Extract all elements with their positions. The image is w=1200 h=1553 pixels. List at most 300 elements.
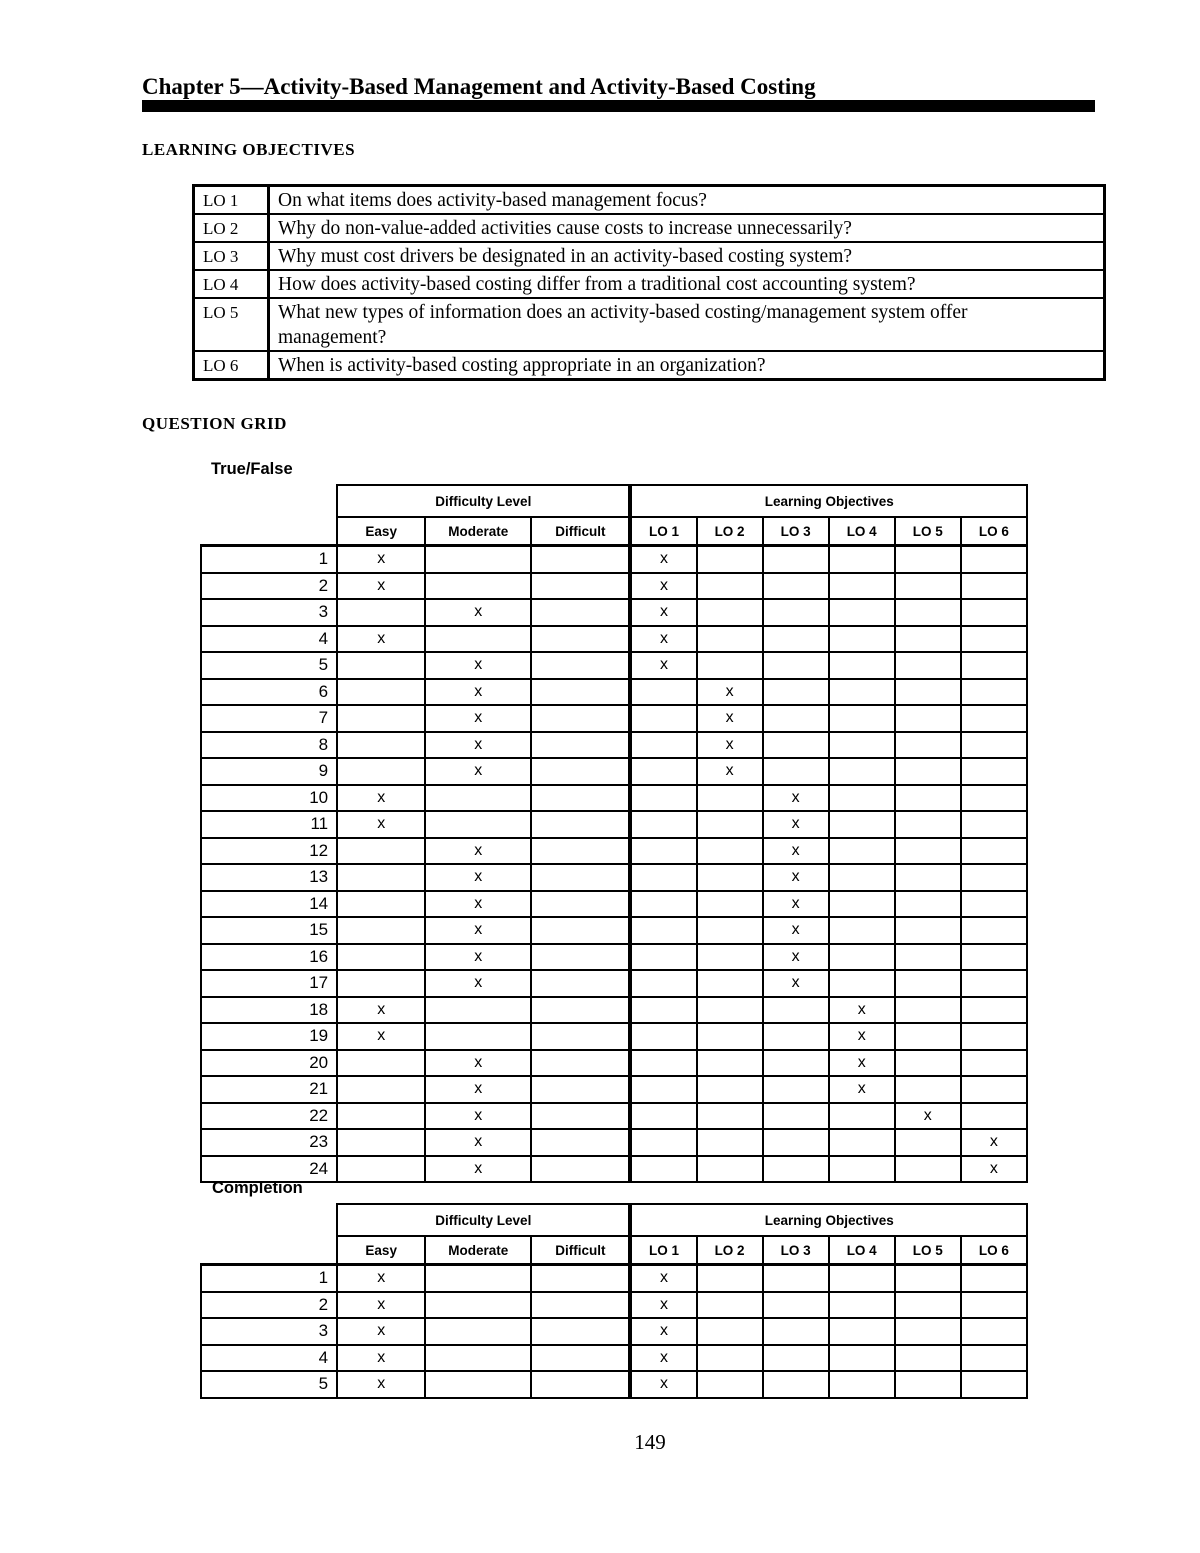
lo-row [194,214,1105,242]
grid-cell [895,891,961,918]
grid-cell [630,838,696,865]
grid-cell [337,1129,425,1156]
page-number: 149 [634,1430,666,1454]
grid-cell [961,1292,1027,1319]
question-number: 23 [201,1129,337,1156]
grid-cell [961,1345,1027,1372]
grid-cell [425,1265,531,1292]
grid-cell [531,1103,630,1130]
grid-cell [961,891,1027,918]
table-row [201,1318,1027,1345]
check-mark: x [425,652,531,679]
grid-cell [895,1076,961,1103]
grid-cell [895,944,961,971]
check-mark: x [425,1076,531,1103]
grid-cell [531,811,630,838]
grid-cell [531,864,630,891]
grid-cell [763,1156,829,1183]
check-mark: x [763,811,829,838]
grid-cell [895,1265,961,1292]
grid-cell [829,1345,895,1372]
check-mark: x [630,573,696,600]
grid-cell [829,546,895,573]
grid-cell [630,732,696,759]
grid-cell [697,864,763,891]
column-header: LO 1 [630,1236,696,1265]
grid-cell [895,838,961,865]
check-mark: x [337,1345,425,1372]
grid-cell [531,1156,630,1183]
column-header-row [201,517,1027,546]
question-number: 12 [201,838,337,865]
table-row [201,944,1027,971]
grid-cell [531,679,630,706]
table-row [201,599,1027,626]
grid-cell [425,1345,531,1372]
grid-cell [961,546,1027,573]
question-number: 6 [201,679,337,706]
grid-cell [961,838,1027,865]
grid-cell [829,1371,895,1398]
question-number: 19 [201,1023,337,1050]
column-header: LO 5 [895,517,961,546]
grid-cell [763,1050,829,1077]
check-mark: x [763,917,829,944]
grid-cell [895,705,961,732]
grid-cell [829,705,895,732]
lo-text: Why must cost drivers be designated in an activity-based costing system? [269,242,1105,270]
grid-cell [895,1050,961,1077]
difficulty-level-header: Difficulty Level [337,1204,630,1236]
grid-cell [425,997,531,1024]
grid-cell [829,573,895,600]
check-mark: x [337,785,425,812]
grid-cell [697,1318,763,1345]
column-header: LO 4 [829,517,895,546]
grid-cell [763,1023,829,1050]
check-mark: x [337,1292,425,1319]
question-number: 17 [201,970,337,997]
grid-cell [697,785,763,812]
lo-row [194,270,1105,298]
check-mark: x [763,970,829,997]
grid-cell [337,1156,425,1183]
grid-cell [829,838,895,865]
grid-cell [763,652,829,679]
column-header: LO 5 [895,1236,961,1265]
grid-cell [961,1023,1027,1050]
check-mark: x [337,546,425,573]
grid-cell [895,811,961,838]
true-false-grid [200,484,1028,1183]
grid-cell [961,917,1027,944]
grid-cell [829,652,895,679]
check-mark: x [763,891,829,918]
grid-cell [961,758,1027,785]
table-row [201,1023,1027,1050]
grid-cell [531,546,630,573]
grid-cell [829,864,895,891]
learning-objectives-header: Learning Objectives [630,485,1027,517]
grid-cell [337,1076,425,1103]
grid-cell [961,679,1027,706]
column-header: LO 3 [763,1236,829,1265]
lo-row [194,298,1105,351]
grid-cell [895,864,961,891]
question-number: 2 [201,573,337,600]
grid-cell [425,785,531,812]
grid-cell [829,811,895,838]
grid-cell [829,1103,895,1130]
grid-cell [697,1292,763,1319]
grid-cell [697,573,763,600]
table-row [201,785,1027,812]
question-number: 1 [201,546,337,573]
grid-cell [829,599,895,626]
question-number: 3 [201,1318,337,1345]
grid-cell [337,1103,425,1130]
grid-cell [961,705,1027,732]
grid-cell [630,1156,696,1183]
grid-cell [961,1076,1027,1103]
table-row [201,652,1027,679]
grid-cell [630,1076,696,1103]
check-mark: x [337,573,425,600]
grid-cell [961,732,1027,759]
check-mark: x [763,944,829,971]
grid-cell [895,1129,961,1156]
lo-text: What new types of information does an activity-based costing/management system offer management? [269,298,1105,351]
grid-cell [697,599,763,626]
grid-cell [697,917,763,944]
check-mark: x [630,1265,696,1292]
table-row [201,758,1027,785]
lo-row [194,242,1105,270]
grid-cell [829,679,895,706]
blank-header-cell [201,1204,337,1236]
table-row [201,1371,1027,1398]
column-header: LO 2 [697,517,763,546]
grid-cell [531,1023,630,1050]
check-mark: x [630,1292,696,1319]
grid-cell [337,652,425,679]
lo-row [194,351,1105,380]
check-mark: x [697,732,763,759]
column-header: Difficult [531,1236,630,1265]
grid-cell [961,997,1027,1024]
check-mark: x [425,1156,531,1183]
table-row [201,1050,1027,1077]
check-mark: x [337,997,425,1024]
grid-cell [697,1265,763,1292]
column-header: LO 3 [763,517,829,546]
grid-cell [531,1076,630,1103]
check-mark: x [337,1023,425,1050]
grid-cell [630,1129,696,1156]
grid-cell [337,864,425,891]
grid-cell [763,1129,829,1156]
grid-cell [829,970,895,997]
question-number: 2 [201,1292,337,1319]
grid-cell [829,785,895,812]
grid-cell [337,732,425,759]
grid-cell [895,1318,961,1345]
question-number: 20 [201,1050,337,1077]
grid-cell [531,944,630,971]
grid-cell [630,785,696,812]
blank-header-cell [201,485,337,517]
grid-cell [630,679,696,706]
grid-cell [829,1156,895,1183]
grid-cell [697,1076,763,1103]
grid-cell [531,997,630,1024]
table-row [201,1076,1027,1103]
table-row [201,1103,1027,1130]
grid-cell [425,1318,531,1345]
group-header-row [201,1204,1027,1236]
lo-text: Why do non-value-added activities cause costs to increase unnecessarily? [269,214,1105,242]
grid-cell [763,758,829,785]
lo-code: LO 5 [194,298,269,351]
check-mark: x [829,1076,895,1103]
completion-grid [200,1203,1028,1399]
grid-cell [630,917,696,944]
grid-cell [829,917,895,944]
check-mark: x [425,1129,531,1156]
grid-cell [763,546,829,573]
learning-objectives-header: Learning Objectives [630,1204,1027,1236]
question-number: 21 [201,1076,337,1103]
question-number: 15 [201,917,337,944]
grid-cell [337,599,425,626]
grid-cell [337,1050,425,1077]
grid-cell [829,732,895,759]
grid-cell [531,1292,630,1319]
grid-cell [697,997,763,1024]
column-header-row [201,1236,1027,1265]
grid-cell [531,1265,630,1292]
grid-cell [763,679,829,706]
grid-cell [961,1103,1027,1130]
grid-cell [337,917,425,944]
grid-cell [961,811,1027,838]
grid-cell [531,970,630,997]
grid-cell [961,944,1027,971]
title-rule [142,100,1095,112]
grid-cell [697,811,763,838]
grid-cell [961,652,1027,679]
grid-cell [337,944,425,971]
grid-cell [425,626,531,653]
difficulty-level-header: Difficulty Level [337,485,630,517]
column-header: Easy [337,1236,425,1265]
grid-cell [531,1318,630,1345]
table-row [201,864,1027,891]
check-mark: x [425,917,531,944]
grid-cell [763,626,829,653]
grid-cell [961,599,1027,626]
grid-cell [697,1345,763,1372]
completion-label: Completion [212,1179,303,1197]
check-mark: x [425,864,531,891]
question-number: 3 [201,599,337,626]
table-row [201,917,1027,944]
grid-cell [697,626,763,653]
question-number: 10 [201,785,337,812]
question-number: 8 [201,732,337,759]
grid-cell [630,970,696,997]
grid-cell [829,758,895,785]
check-mark: x [425,1050,531,1077]
lo-code: LO 1 [194,186,269,215]
check-mark: x [763,838,829,865]
table-row [201,1129,1027,1156]
grid-cell [531,626,630,653]
grid-cell [425,811,531,838]
question-number: 5 [201,652,337,679]
column-header: Difficult [531,517,630,546]
check-mark: x [829,1050,895,1077]
table-row [201,1292,1027,1319]
grid-cell [425,1023,531,1050]
grid-cell [697,1156,763,1183]
column-header: Easy [337,517,425,546]
table-row [201,1156,1027,1183]
grid-cell [531,1371,630,1398]
check-mark: x [425,705,531,732]
group-header-row [201,485,1027,517]
grid-cell [895,573,961,600]
grid-cell [531,785,630,812]
grid-cell [531,705,630,732]
check-mark: x [425,944,531,971]
grid-cell [895,758,961,785]
grid-cell [763,573,829,600]
column-header: LO 4 [829,1236,895,1265]
grid-cell [425,1371,531,1398]
grid-cell [630,997,696,1024]
check-mark: x [961,1129,1027,1156]
check-mark: x [630,626,696,653]
grid-cell [697,546,763,573]
grid-cell [895,546,961,573]
table-row [201,838,1027,865]
grid-cell [961,1371,1027,1398]
grid-cell [337,970,425,997]
grid-cell [829,1318,895,1345]
grid-cell [337,891,425,918]
grid-cell [829,891,895,918]
grid-cell [895,732,961,759]
table-row [201,997,1027,1024]
grid-cell [337,705,425,732]
check-mark: x [829,997,895,1024]
table-row [201,891,1027,918]
grid-cell [961,1318,1027,1345]
lo-text: When is activity-based costing appropriate in an organization? [269,351,1105,380]
grid-cell [531,732,630,759]
grid-cell [895,1023,961,1050]
question-number: 14 [201,891,337,918]
lo-text: How does activity-based costing differ from a traditional cost accounting system? [269,270,1105,298]
grid-cell [961,626,1027,653]
grid-cell [895,1156,961,1183]
grid-cell [961,1265,1027,1292]
grid-cell [895,970,961,997]
question-number: 7 [201,705,337,732]
grid-cell [829,1292,895,1319]
grid-cell [895,1345,961,1372]
grid-cell [961,1050,1027,1077]
grid-cell [763,1292,829,1319]
grid-cell [630,864,696,891]
grid-cell [961,864,1027,891]
check-mark: x [697,758,763,785]
check-mark: x [763,785,829,812]
check-mark: x [425,732,531,759]
grid-cell [531,917,630,944]
question-number: 13 [201,864,337,891]
grid-cell [697,652,763,679]
grid-cell [829,626,895,653]
grid-cell [763,1103,829,1130]
question-number: 18 [201,997,337,1024]
grid-cell [895,997,961,1024]
check-mark: x [895,1103,961,1130]
table-row [201,679,1027,706]
check-mark: x [425,599,531,626]
column-header: LO 6 [961,517,1027,546]
grid-cell [630,705,696,732]
question-number: 16 [201,944,337,971]
grid-cell [895,652,961,679]
table-row [201,546,1027,573]
column-header: LO 2 [697,1236,763,1265]
grid-cell [697,838,763,865]
grid-cell [630,891,696,918]
check-mark: x [425,1103,531,1130]
grid-cell [763,1371,829,1398]
check-mark: x [425,679,531,706]
table-row [201,1345,1027,1372]
grid-cell [531,1129,630,1156]
grid-cell [337,679,425,706]
grid-cell [697,970,763,997]
lo-code: LO 3 [194,242,269,270]
check-mark: x [697,679,763,706]
check-mark: x [425,838,531,865]
grid-cell [531,1050,630,1077]
check-mark: x [630,1318,696,1345]
grid-cell [829,1265,895,1292]
grid-cell [531,1345,630,1372]
table-row [201,1265,1027,1292]
grid-cell [697,891,763,918]
check-mark: x [763,864,829,891]
grid-cell [829,1129,895,1156]
grid-cell [895,785,961,812]
grid-cell [630,1103,696,1130]
grid-cell [697,1023,763,1050]
page-title: Chapter 5—Activity-Based Management and Activity-Based Costing [142,74,816,99]
blank-header-cell [201,1236,337,1265]
grid-cell [531,652,630,679]
table-row [201,705,1027,732]
column-header: Moderate [425,517,531,546]
grid-cell [895,917,961,944]
table-row [201,811,1027,838]
grid-cell [425,1292,531,1319]
